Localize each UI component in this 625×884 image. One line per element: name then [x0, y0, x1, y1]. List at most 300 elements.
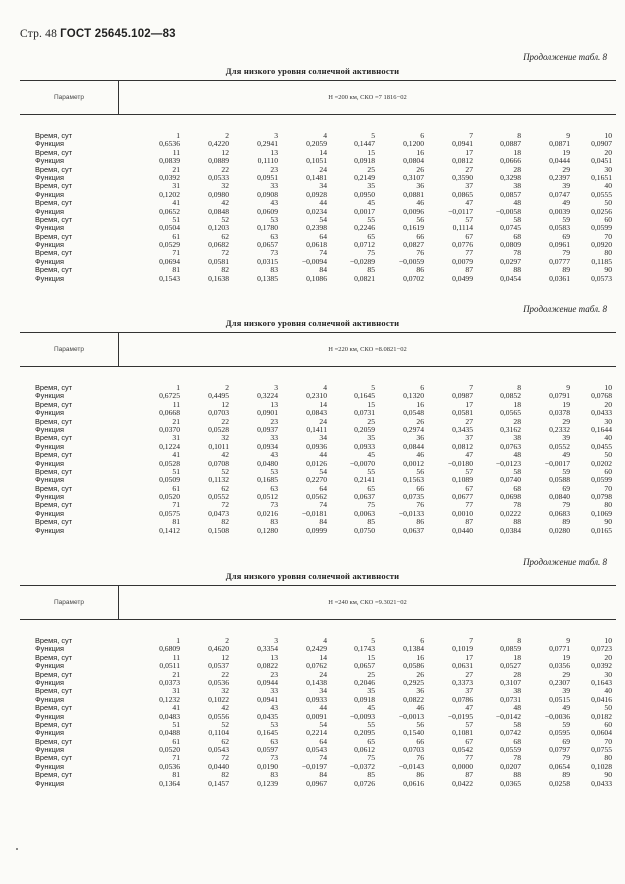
row-label: Время, сут: [35, 652, 73, 662]
table-cell: 0,0280: [549, 525, 570, 535]
table-cell: 64: [319, 483, 327, 493]
table-cell: 0,0581: [208, 256, 229, 266]
table-cell: 26: [416, 416, 424, 426]
table-cell: 65: [367, 736, 375, 746]
table-cell: 0,0536: [159, 761, 180, 771]
table-cell: 0,3590: [452, 172, 473, 182]
param-header: Параметр: [20, 333, 119, 366]
table-cell: 11: [172, 147, 180, 157]
table-cell: 6: [420, 636, 424, 645]
table-cell: 29: [562, 416, 570, 426]
table-cell: 0,2397: [549, 172, 570, 182]
table-cell: 49: [562, 198, 570, 208]
row-label: Время, сут: [35, 703, 73, 713]
table-cell: 67: [465, 483, 473, 493]
table-row: [20, 426, 616, 434]
table-cell: 70: [604, 231, 612, 241]
row-label: Функция: [35, 761, 64, 771]
table-cell: 4: [323, 131, 327, 140]
table-cell: 28: [513, 416, 521, 426]
table-cell: 75: [367, 248, 375, 258]
table-cell: 46: [416, 703, 424, 713]
table-cell: 0,0797: [549, 745, 570, 755]
table-cell: 54: [319, 466, 327, 476]
table-cell: 47: [465, 198, 473, 208]
table-cell: 32: [221, 686, 229, 696]
table-cell: 9: [566, 636, 570, 645]
table-row: [20, 460, 616, 468]
table-cell: 0,1645: [354, 391, 375, 401]
table-cell: 0,0777: [549, 256, 570, 266]
table-cell: 0,1104: [208, 728, 229, 738]
table-cell: 0,0920: [591, 240, 612, 250]
table-cell: 29: [562, 669, 570, 679]
table-cell: 34: [319, 686, 327, 696]
table-cell: 0,0907: [591, 139, 612, 149]
table-cell: 0,0234: [306, 206, 327, 216]
table-cell: 86: [416, 770, 424, 780]
table-row: [20, 493, 616, 501]
table-cell: 0,0791: [549, 391, 570, 401]
table-body: [20, 384, 616, 535]
table-cell: 0,0451: [591, 156, 612, 166]
table-cell: 0,0668: [159, 408, 180, 418]
table-cell: 1: [176, 636, 180, 645]
table-cell: 0,1447: [354, 139, 375, 149]
table-cell: 0,2059: [306, 139, 327, 149]
table-row: [20, 510, 616, 518]
table-cell: 43: [270, 703, 278, 713]
table-cell: 28: [513, 669, 521, 679]
table-cell: −0,0036: [544, 711, 570, 721]
table-cell: 2: [225, 636, 229, 645]
standard-number: ГОСТ 25645.102—83: [60, 28, 176, 40]
table-cell: 71: [172, 500, 180, 510]
table-cell: 63: [270, 736, 278, 746]
table-cell: 39: [562, 433, 570, 443]
table-cell: 0,0536: [208, 677, 229, 687]
table-cell: 39: [562, 181, 570, 191]
table-cell: 0,0840: [549, 492, 570, 502]
table-cell: 46: [416, 450, 424, 460]
table-cell: 62: [221, 231, 229, 241]
table-cell: 0,1081: [452, 728, 473, 738]
table-cell: 76: [416, 500, 424, 510]
table-row: [20, 527, 616, 535]
table-cell: 0,0918: [354, 694, 375, 704]
table-cell: 87: [465, 517, 473, 527]
table-cell: 0,6725: [159, 391, 180, 401]
table-cell: 51: [172, 719, 180, 729]
table-cell: 0,0256: [591, 206, 612, 216]
table-cell: 35: [367, 181, 375, 191]
table-row: [20, 476, 616, 484]
table-cell: 0,1384: [403, 644, 424, 654]
scan-dot: [16, 848, 18, 850]
row-label: Время, сут: [35, 164, 73, 174]
table-cell: 0,0533: [208, 172, 229, 182]
table-cell: 14: [319, 399, 327, 409]
table-cell: 60: [604, 214, 612, 224]
table-cell: 0,0207: [500, 761, 521, 771]
table-cell: 0,0961: [549, 240, 570, 250]
table-cell: 5: [371, 131, 375, 140]
table-cell: 8: [517, 383, 521, 392]
table-cell: 4: [323, 383, 327, 392]
table-row: [20, 443, 616, 451]
table-row: [20, 696, 616, 704]
table-cell: 23: [270, 669, 278, 679]
table-cell: 0,0555: [591, 189, 612, 199]
table-cell: 90: [604, 265, 612, 275]
table-cell: 59: [562, 719, 570, 729]
table-row: [20, 662, 616, 670]
table-cell: 23: [270, 164, 278, 174]
table-cell: 54: [319, 214, 327, 224]
table-cell: 7: [469, 383, 473, 392]
table-cell: 53: [270, 466, 278, 476]
table-cell: 0,0586: [403, 661, 424, 671]
table-cell: 83: [270, 265, 278, 275]
table-cell: 32: [221, 181, 229, 191]
table-cell: 0,0000: [452, 761, 473, 771]
row-label: Функция: [35, 391, 64, 401]
table-cell: 0,1086: [306, 273, 327, 283]
table-cell: 5: [371, 636, 375, 645]
table-cell: 21: [172, 669, 180, 679]
row-label: Время, сут: [35, 214, 73, 224]
table-cell: 44: [319, 198, 327, 208]
table-cell: 81: [172, 770, 180, 780]
table-cell: 76: [416, 248, 424, 258]
table-cell: 49: [562, 703, 570, 713]
table-cell: 0,3435: [452, 424, 473, 434]
table-cell: 0,0520: [159, 745, 180, 755]
table-cell: 0,2925: [403, 677, 424, 687]
table-cell: 12: [221, 147, 229, 157]
table-row: [20, 174, 616, 182]
table-cell: 0,0552: [549, 441, 570, 451]
table-cell: 59: [562, 466, 570, 476]
table-cell: 0,0552: [208, 492, 229, 502]
table-cell: 15: [367, 652, 375, 662]
row-label: Функция: [35, 475, 64, 485]
table-cell: 0,1457: [208, 778, 229, 788]
table-cell: 0,0422: [452, 778, 473, 788]
table-cell: 0,0356: [549, 661, 570, 671]
row-label: Время, сут: [35, 669, 73, 679]
continuation-note: Продолжение табл. 8: [523, 304, 607, 314]
row-label: Время, сут: [35, 517, 73, 527]
table-cell: 0,1110: [257, 156, 278, 166]
row-label: Функция: [35, 424, 64, 434]
table-cell: −0,0181: [301, 508, 327, 518]
table-cell: 29: [562, 164, 570, 174]
table-cell: 61: [172, 736, 180, 746]
table-cell: 0,0017: [354, 206, 375, 216]
table-cell: 82: [221, 517, 229, 527]
table-cell: 35: [367, 433, 375, 443]
table-cell: 84: [319, 517, 327, 527]
table-row: [20, 746, 616, 754]
table-cell: 63: [270, 483, 278, 493]
table-cell: 36: [416, 181, 424, 191]
table-cell: −0,0180: [447, 458, 473, 468]
table-cell: 0,0416: [591, 694, 612, 704]
table-cell: −0,0195: [447, 711, 473, 721]
table-cell: −0,0017: [544, 458, 570, 468]
table-cell: 0,1051: [306, 156, 327, 166]
table-cell: 65: [367, 483, 375, 493]
table-cell: 0,0843: [306, 408, 327, 418]
table-cell: 18: [513, 399, 521, 409]
table-cell: 0,0703: [208, 408, 229, 418]
table-cell: 72: [221, 500, 229, 510]
table-cell: 11: [172, 399, 180, 409]
table-cell: 0,0315: [257, 256, 278, 266]
table-cell: 0,0165: [591, 525, 612, 535]
table-cell: 79: [562, 248, 570, 258]
table-cell: 0,0881: [403, 189, 424, 199]
table-cell: 0,1280: [257, 525, 278, 535]
table-cell: 0,1089: [452, 475, 473, 485]
table-cell: 52: [221, 214, 229, 224]
table-cell: 0,0901: [257, 408, 278, 418]
table-cell: 0,0889: [208, 156, 229, 166]
table-cell: 0,0433: [591, 778, 612, 788]
table-cell: 34: [319, 181, 327, 191]
table-cell: 10: [604, 131, 612, 140]
altitude-header: H =200 км, СКО =7 1816−02: [328, 94, 407, 101]
param-header: Параметр: [20, 586, 119, 619]
table-cell: 0,0599: [591, 475, 612, 485]
table-cell: 0,3373: [452, 677, 473, 687]
table-cell: 0,0637: [403, 525, 424, 535]
table-cell: 75: [367, 753, 375, 763]
table-cell: 21: [172, 416, 180, 426]
table-cell: 82: [221, 265, 229, 275]
table-cell: 0,0654: [549, 761, 570, 771]
table-cell: 0,0565: [500, 408, 521, 418]
table-row: [20, 780, 616, 788]
table-cell: 57: [465, 214, 473, 224]
table-cell: 0,1743: [354, 644, 375, 654]
table-cell: 0,0512: [257, 492, 278, 502]
table-cell: 0,4620: [208, 644, 229, 654]
table-cell: 3: [274, 636, 278, 645]
table-cell: 77: [465, 753, 473, 763]
table-row: [20, 713, 616, 721]
row-label: Функция: [35, 492, 64, 502]
table-cell: 0,0702: [403, 273, 424, 283]
table-cell: 47: [465, 703, 473, 713]
table-cell: 79: [562, 500, 570, 510]
row-label: Функция: [35, 240, 64, 250]
table-cell: 41: [172, 198, 180, 208]
row-label: Время, сут: [35, 719, 73, 729]
table-cell: 12: [221, 652, 229, 662]
table-cell: 0,0515: [549, 694, 570, 704]
row-label: Функция: [35, 206, 64, 216]
table-cell: 0,0012: [403, 458, 424, 468]
table-cell: 0,0612: [354, 745, 375, 755]
table-cell: 0,0039: [549, 206, 570, 216]
table-cell: 0,0528: [159, 458, 180, 468]
table-cell: 7: [469, 636, 473, 645]
table-cell: 17: [465, 147, 473, 157]
table-cell: 42: [221, 703, 229, 713]
table-cell: 0,0378: [549, 408, 570, 418]
table-cell: 0,0588: [549, 475, 570, 485]
table-cell: 0,0848: [208, 206, 229, 216]
table-cell: 0,0190: [257, 761, 278, 771]
table-cell: 0,0694: [159, 256, 180, 266]
table-cell: 8: [517, 131, 521, 140]
table-cell: 0,0933: [306, 694, 327, 704]
table-cell: 0,0202: [591, 458, 612, 468]
table-cell: 0,0750: [354, 525, 375, 535]
table-cell: 0,0543: [208, 745, 229, 755]
row-label: Время, сут: [35, 450, 73, 460]
table-cell: 42: [221, 198, 229, 208]
row-label: Время, сут: [35, 147, 73, 157]
table-cell: 18: [513, 652, 521, 662]
table-cell: 0,0599: [591, 223, 612, 233]
table-cell: 58: [513, 214, 521, 224]
table-cell: 90: [604, 770, 612, 780]
table-cell: 88: [513, 517, 521, 527]
table-cell: 38: [513, 181, 521, 191]
table-row: [20, 392, 616, 400]
table-cell: 0,0768: [591, 391, 612, 401]
table-cell: 0,1385: [257, 273, 278, 283]
table-cell: 27: [465, 164, 473, 174]
table-cell: 0,0827: [403, 240, 424, 250]
table-cell: 0,0480: [257, 458, 278, 468]
table-cell: 0,0812: [452, 441, 473, 451]
table-cell: −0,0013: [398, 711, 424, 721]
table-cell: 0,1364: [159, 778, 180, 788]
table-cell: 40: [604, 433, 612, 443]
table-cell: 0,1643: [591, 677, 612, 687]
table-cell: 0,0126: [306, 458, 327, 468]
altitude-header: H =240 км, СКО =9.3021−02: [328, 599, 407, 606]
table-row: [20, 224, 616, 232]
table-cell: 0,0096: [403, 206, 424, 216]
table-cell: 0,0595: [549, 728, 570, 738]
table-cell: 40: [604, 686, 612, 696]
table-cell: 32: [221, 433, 229, 443]
table-cell: 50: [604, 198, 612, 208]
table-cell: 84: [319, 265, 327, 275]
table-cell: 0,0708: [208, 458, 229, 468]
table-cell: 0,0980: [208, 189, 229, 199]
table-cell: 85: [367, 517, 375, 527]
row-label: Время, сут: [35, 131, 73, 140]
table-cell: 45: [367, 450, 375, 460]
table-cell: 0,0063: [354, 508, 375, 518]
table-cell: 48: [513, 450, 521, 460]
table-cell: 37: [465, 433, 473, 443]
table-row: [20, 729, 616, 737]
table-cell: 0,1780: [257, 223, 278, 233]
row-label: Функция: [35, 256, 64, 266]
table-cell: 6: [420, 131, 424, 140]
table-cell: 41: [172, 450, 180, 460]
row-label: Функция: [35, 508, 64, 518]
table-cell: 26: [416, 669, 424, 679]
table-cell: 31: [172, 686, 180, 696]
table-cell: 30: [604, 669, 612, 679]
table-cell: −0,0070: [349, 458, 375, 468]
table-cell: 53: [270, 719, 278, 729]
row-label: Время, сут: [35, 265, 73, 275]
table-cell: 68: [513, 483, 521, 493]
table-cell: 0,0821: [354, 273, 375, 283]
table-cell: 0,0559: [500, 745, 521, 755]
table-cell: 0,1232: [159, 694, 180, 704]
table-cell: 0,0999: [306, 525, 327, 535]
row-label: Время, сут: [35, 770, 73, 780]
table-cell: 65: [367, 231, 375, 241]
table-cell: 2: [225, 131, 229, 140]
table-row: [20, 763, 616, 771]
row-label: Функция: [35, 525, 64, 535]
table-cell: 12: [221, 399, 229, 409]
table-cell: 5: [371, 383, 375, 392]
table-cell: 83: [270, 517, 278, 527]
table-cell: 1: [176, 131, 180, 140]
table-cell: 0,2974: [403, 424, 424, 434]
table-cell: 13: [270, 147, 278, 157]
table-cell: 0,1438: [306, 677, 327, 687]
table-cell: 0,2214: [306, 728, 327, 738]
row-label: Время, сут: [35, 383, 73, 392]
table-cell: 90: [604, 517, 612, 527]
table-cell: 0,0597: [257, 745, 278, 755]
table-cell: 0,0455: [591, 441, 612, 451]
table-cell: 0,3354: [257, 644, 278, 654]
table-cell: 0,1114: [452, 223, 473, 233]
table-cell: 0,0556: [208, 711, 229, 721]
table-cell: 0,1563: [403, 475, 424, 485]
table-cell: 0,6536: [159, 139, 180, 149]
table-cell: 0,2270: [306, 475, 327, 485]
table-row: [20, 191, 616, 199]
table-cell: 0,0755: [591, 745, 612, 755]
table-cell: 0,0543: [306, 745, 327, 755]
table-cell: 0,0871: [549, 139, 570, 149]
table-cell: 42: [221, 450, 229, 460]
table-cell: 0,0483: [159, 711, 180, 721]
table-cell: 0,1132: [208, 475, 229, 485]
table-cell: 48: [513, 198, 521, 208]
table-cell: 0,4220: [208, 139, 229, 149]
row-label: Время, сут: [35, 198, 73, 208]
row-label: Функция: [35, 661, 64, 671]
table-cell: 24: [319, 416, 327, 426]
table-cell: 0,1685: [257, 475, 278, 485]
table-cell: 50: [604, 703, 612, 713]
table-cell: 41: [172, 703, 180, 713]
table-cell: 0,0010: [452, 508, 473, 518]
table-cell: 62: [221, 483, 229, 493]
table-cell: 0,0583: [549, 223, 570, 233]
table-cell: 7: [469, 131, 473, 140]
table-cell: 0,0537: [208, 661, 229, 671]
table-cell: 0,0950: [354, 189, 375, 199]
row-label: Функция: [35, 778, 64, 788]
